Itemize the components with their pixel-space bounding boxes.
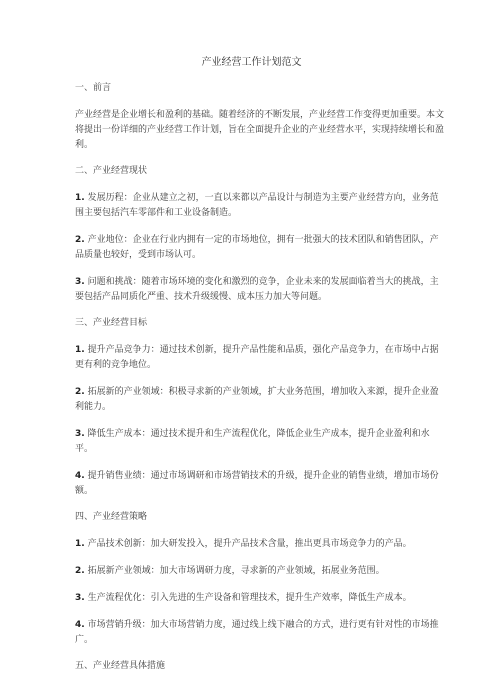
paragraph-text: 市场营销升级：加大市场营销力度，通过线上线下融合的方式，进行更有针对性的市场推广。 (75, 620, 439, 645)
paragraph (75, 537, 446, 552)
item-number: 1. (75, 193, 85, 203)
section-heading: 四、产业经营策略 (75, 512, 148, 522)
paragraph (75, 108, 446, 153)
item-number: 3. (75, 277, 85, 287)
paragraph-text: 产业地位：企业在行业内拥有一定的市场地位，拥有一批强大的技术团队和销售团队，产品质量也较好，受到市场认可。 (75, 235, 439, 260)
paragraph-text: 拓展新产业领域：加大市场调研力度，寻求新的产业领域，拓展业务范围。 (87, 566, 385, 576)
item-number: 4. (75, 471, 85, 481)
paragraph-text: 拓展新的产业领域：积极寻求新的产业领域，扩大业务范围，增加收入来源，提升企业盈利能力。 (75, 387, 439, 412)
paragraph (75, 275, 446, 305)
paragraph (75, 469, 446, 499)
paragraph-text: 提升销售业绩：通过市场调研和市场营销技术的升级，提升企业的销售业绩，增加市场份额。 (75, 471, 439, 496)
section-heading: 五、产业经营具体措施 (75, 661, 166, 671)
paragraph (75, 591, 446, 606)
section-heading: 二、产业经营现状 (75, 166, 148, 176)
section-heading: 一、前言 (75, 83, 112, 93)
item-number: 2. (75, 387, 85, 397)
item-number: 1. (75, 345, 85, 355)
item-number: 3. (75, 593, 85, 603)
paragraph (75, 233, 446, 263)
paragraph-text: 发展历程：企业从建立之初，一直以来都以产品设计与制造为主要产业经营方向，业务范围主要包括汽车零部件和工业设备制造。 (75, 193, 439, 218)
paragraph (75, 385, 446, 415)
section-heading: 三、产业经营目标 (75, 318, 148, 328)
document-title: 产业经营工作计划范文 (201, 57, 302, 68)
paragraph-text: 问题和挑战：随着市场环境的变化和激烈的竞争，企业未来的发展面临着当大的挑战，主要包括产品同质化严重、技术升级缓慢、成本压力加大等问题。 (75, 277, 439, 302)
paragraph-text: 生产流程优化：引入先进的生产设备和管理技术，提升生产效率，降低生产成本。 (87, 593, 412, 603)
paragraph (75, 427, 446, 457)
item-number: 4. (75, 620, 85, 630)
paragraph-text: 产业经营是企业增长和盈利的基础。随着经济的不断发展，产业经营工作变得更加重要。本文将提出一份详细的产业经营工作计划，旨在全面提升企业的产业经营水平，实现持续增长和盈利。 (75, 110, 445, 150)
paragraph (75, 343, 446, 373)
paragraph-text: 提升产品竞争力：通过技术创新，提升产品性能和品质，强化产品竞争力，在市场中占据更有利的竞争地位。 (75, 345, 439, 370)
paragraph (75, 191, 446, 221)
item-number: 3. (75, 429, 85, 439)
item-number: 2. (75, 566, 85, 576)
item-number: 1. (75, 539, 85, 549)
paragraph-text: 降低生产成本：通过技术提升和生产流程优化，降低企业生产成本，提升企业盈利和水平。 (75, 429, 430, 454)
item-number: 2. (75, 235, 85, 245)
paragraph (75, 618, 446, 648)
paragraph (75, 564, 446, 579)
paragraph-text: 产品技术创新：加大研发投入，提升产品技术含量，推出更具市场竞争力的产品。 (87, 539, 412, 549)
